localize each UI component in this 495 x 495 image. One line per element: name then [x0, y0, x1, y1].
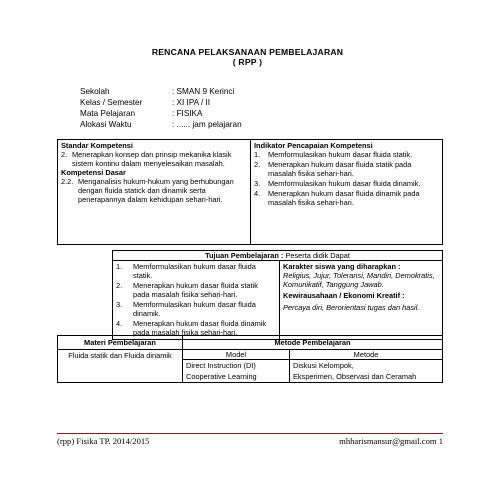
character-header: Karakter siswa yang diharapkan : — [283, 262, 401, 271]
list-item — [116, 262, 276, 280]
entrepreneurship-text: Percaya diri, Berorientasi tugas dan hasil. — [283, 303, 420, 312]
item-number: 1. — [254, 150, 261, 159]
objectives-header-rest: Peserta didik Dapat — [283, 251, 350, 260]
method-cell — [290, 360, 443, 383]
objectives-header-label: Tujuan Pembelajaran : — [205, 251, 284, 260]
material-text: Fluida statik dan Fluida dinamik — [68, 351, 172, 360]
method-header: Metode Pembelajaran — [183, 336, 443, 350]
info-value: : SMAN 9 Kerinci — [172, 87, 235, 96]
standard-competency-header: Standar Kompetensi — [61, 141, 133, 150]
item-number: 2.2. — [61, 177, 74, 186]
method-item: Eksperimen, Observasi dan Ceramah — [293, 372, 417, 381]
model-item: Cooperative Learning — [186, 372, 257, 381]
info-row-school — [80, 86, 242, 97]
basic-competency-header: Kompetensi Dasar — [61, 168, 126, 177]
item-text: Menerapkan hukum dasar fluida statik pada masalah fisika sehari-hari. — [133, 281, 258, 299]
list-item — [254, 189, 439, 207]
competency-cell — [58, 140, 251, 245]
standard-competency-item — [61, 150, 247, 168]
item-number: 2. — [254, 160, 261, 169]
character-cell — [280, 261, 443, 340]
item-text: Menerapkan konsep dan prinsip mekanika klasik sistem kontinu dalam menyelesaikan masalah. — [72, 150, 232, 168]
list-item — [116, 281, 276, 299]
item-text: Memformulasikan hukum dasar fluida statik. — [133, 262, 256, 280]
item-text: Menerapkan hukum dasar fluida dinamik pada masalah fisika sehari-hari. — [133, 319, 267, 337]
list-item — [254, 160, 439, 178]
item-text: Memformulasikan hukum dasar fluida statik. — [268, 150, 413, 159]
indicator-header: Indikator Pencapaian Kompetensi — [254, 141, 373, 150]
footer-left: (rpp) Fisika TP. 2014/2015 — [57, 436, 150, 446]
indicator-list — [254, 150, 439, 207]
objectives-list — [116, 262, 276, 337]
item-number: 2. — [61, 150, 68, 159]
item-number: 3. — [254, 179, 261, 188]
item-number: 4. — [254, 189, 261, 198]
material-method-table — [57, 335, 443, 383]
info-key: Mata Pelajaran — [80, 109, 136, 118]
material-header: Materi Pembelajaran — [58, 336, 183, 350]
list-item — [254, 179, 439, 188]
info-row-time — [80, 119, 242, 130]
character-text: Religius, Jujur, Toleransi, Mandiri, Demokratis, Komunikatif, Tanggung Jawab. — [283, 271, 435, 289]
item-text: Memformulasikan hukum dasar fluida dinamik. — [268, 179, 421, 188]
info-row-subject — [80, 108, 242, 119]
list-item — [116, 300, 276, 318]
objectives-cell — [113, 261, 280, 340]
item-text: Menganalisis hukum-hukum yang berhubungan dengan fluida statick dan dinamik serta penerapannya dalam kehidupan sehari-hari. — [78, 177, 234, 204]
basic-competency-item — [61, 177, 247, 204]
footer-right: mhharismansur@gmail.com 1 — [339, 436, 443, 446]
indicator-cell — [251, 140, 443, 245]
model-item: Direct Instruction (DI) — [186, 361, 256, 370]
info-value: : ...... jam pelajaran — [172, 120, 242, 129]
item-number: 3. — [116, 300, 123, 309]
method-subheader: Metode — [290, 350, 443, 360]
model-cell — [183, 360, 290, 383]
item-number: 4. — [116, 319, 123, 328]
info-row-class — [80, 97, 242, 108]
objectives-table — [112, 250, 443, 340]
info-key: Sekolah — [80, 87, 110, 96]
item-text: Menerapkan hukum dasar fluida dinamik pada masalah fisika sehari-hari. — [268, 189, 420, 207]
model-header: Model — [183, 350, 290, 360]
objectives-header — [113, 251, 443, 261]
list-item — [254, 150, 439, 159]
info-key: Alokasi Waktu — [80, 120, 132, 129]
item-number: 2. — [116, 281, 123, 290]
document-subtitle: ( RPP ) — [232, 57, 263, 67]
method-item: Diskusi Kelompok, — [293, 361, 354, 370]
info-value: : FISIKA — [172, 109, 203, 118]
material-cell — [58, 350, 183, 383]
entrepreneurship-header: Kewirausahaan / Ekonomi Kreatif : — [283, 291, 405, 300]
item-text: Menerapkan hukum dasar fluida statik pada masalah fisika sehari-hari. — [268, 160, 412, 178]
school-info — [80, 86, 242, 130]
item-text: Memformulasikan hukum dasar fluida dinamik. — [133, 300, 256, 318]
info-value: : XI IPA / II — [172, 98, 211, 107]
info-key: Kelas / Semester — [80, 98, 143, 107]
competency-table — [57, 139, 443, 245]
footer-divider — [57, 433, 443, 434]
document-title: RENCANA PELAKSANAAN PEMBELAJARAN — [151, 47, 344, 57]
item-number: 1. — [116, 262, 123, 271]
